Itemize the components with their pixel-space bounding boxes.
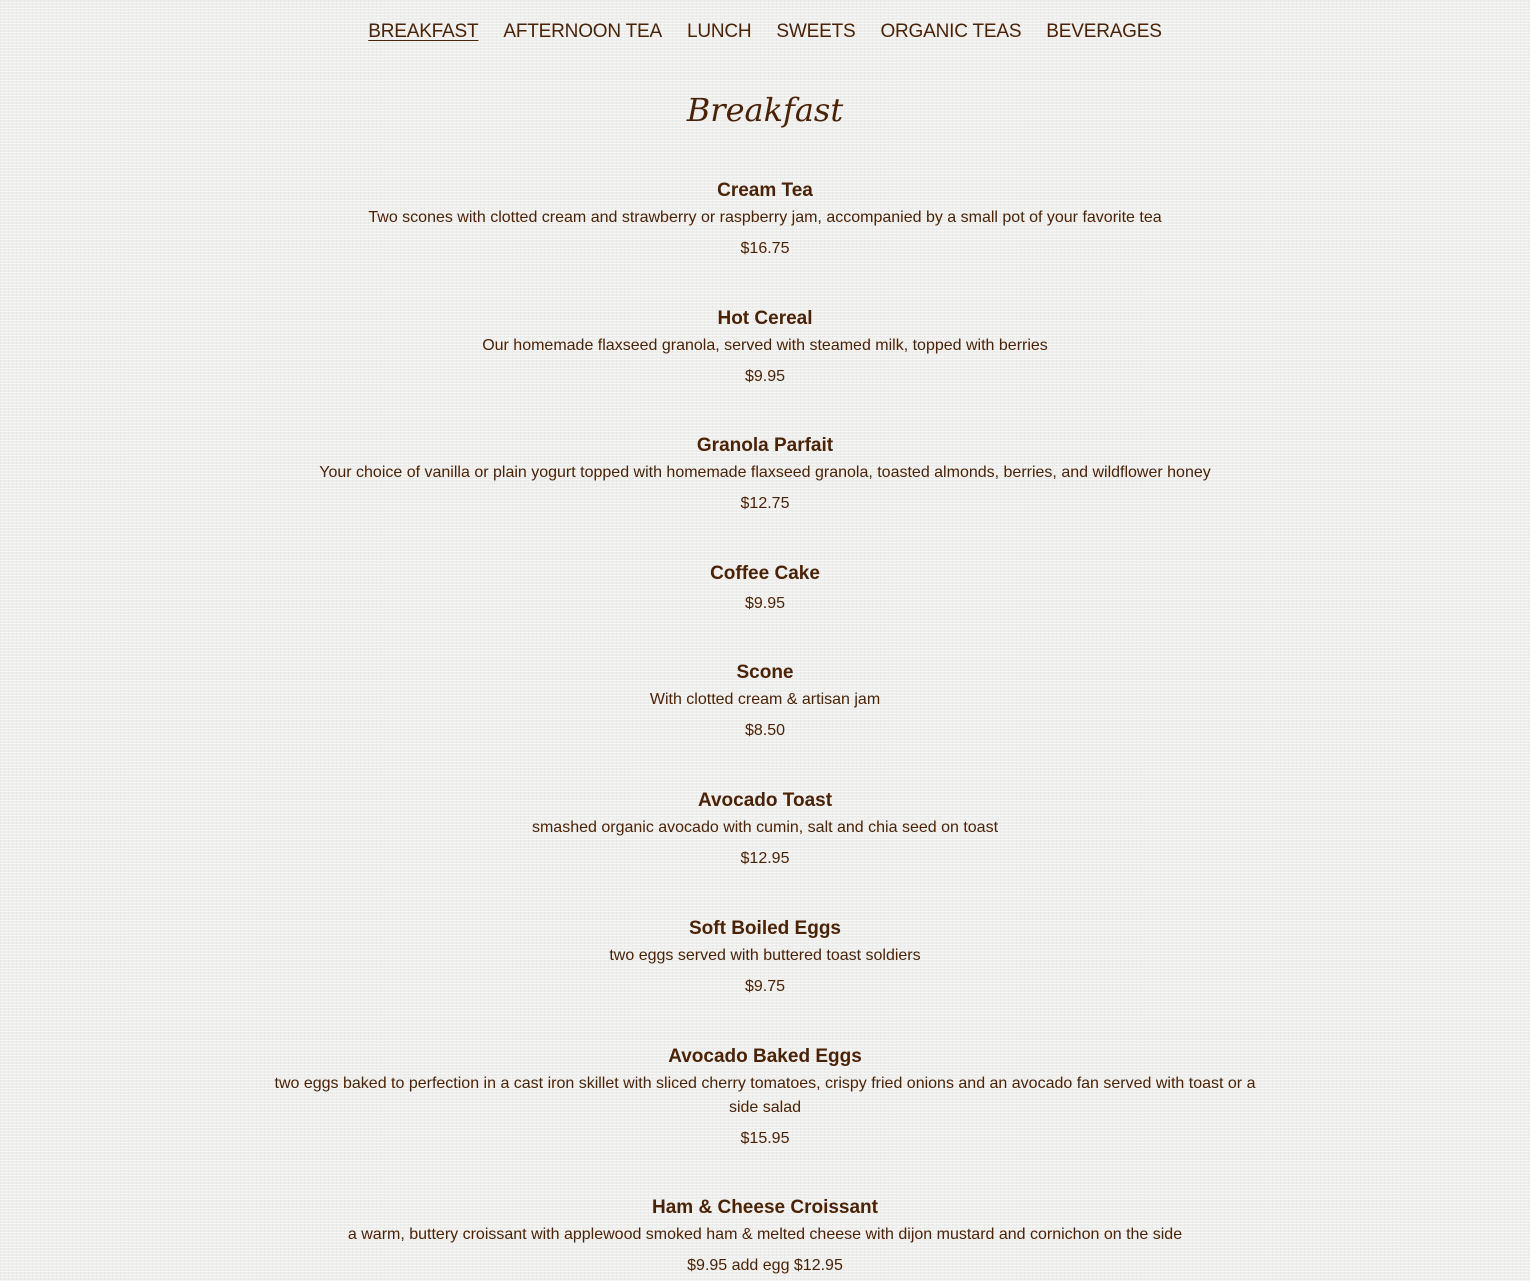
item-description: a warm, buttery croissant with applewood smoked ham & melted cheese with dijon mustard and cornichon on the side xyxy=(347,1226,1183,1243)
menu-item-coffee-cake xyxy=(0,561,1530,616)
item-price: $8.50 xyxy=(744,722,786,739)
menu-item-granola-parfait xyxy=(0,433,1530,516)
item-name: Avocado Toast xyxy=(697,790,833,811)
item-price: $9.75 xyxy=(744,978,786,995)
item-description: Two scones with clotted cream and strawberry or raspberry jam, accompanied by a small pot of your favorite tea xyxy=(368,209,1162,226)
page-title: Breakfast xyxy=(686,91,844,129)
menu-item-avocado-baked-eggs xyxy=(0,1044,1530,1151)
item-name: Soft Boiled Eggs xyxy=(689,918,841,939)
item-name: Avocado Baked Eggs xyxy=(668,1046,862,1067)
item-price: $16.75 xyxy=(740,240,790,257)
item-price: $9.95 xyxy=(744,595,786,612)
item-description: two eggs baked to perfection in a cast iron skillet with sliced cherry tomatoes, crispy fried onions and an avocado fan served with toast or a side salad xyxy=(274,1075,1256,1116)
nav-sweets[interactable]: SWEETS xyxy=(776,21,856,42)
item-price: $9.95 xyxy=(744,368,786,385)
menu-item-ham-cheese-croissant xyxy=(0,1195,1530,1278)
item-price: $12.95 xyxy=(740,850,790,867)
item-price: $15.95 xyxy=(740,1130,790,1147)
category-nav xyxy=(0,18,1530,46)
item-price: $12.75 xyxy=(740,495,790,512)
item-name: Ham & Cheese Croissant xyxy=(652,1197,878,1218)
nav-afternoon-tea[interactable]: AFTERNOON TEA xyxy=(503,21,662,42)
item-description: smashed organic avocado with cumin, salt and chia seed on toast xyxy=(531,819,999,836)
item-description: two eggs served with buttered toast soldiers xyxy=(609,947,921,964)
menu-item-avocado-toast xyxy=(0,788,1530,871)
nav-organic-teas[interactable]: ORGANIC TEAS xyxy=(880,21,1022,42)
menu-item-soft-boiled-eggs xyxy=(0,916,1530,999)
nav-beverages[interactable]: BEVERAGES xyxy=(1046,21,1162,42)
nav-lunch[interactable]: LUNCH xyxy=(686,21,752,42)
item-name: Cream Tea xyxy=(717,180,813,201)
item-description: Your choice of vanilla or plain yogurt topped with homemade flaxseed granola, toasted almonds, berries, and wildflower honey xyxy=(319,464,1211,481)
item-name: Coffee Cake xyxy=(710,563,820,584)
menu-item-hot-cereal xyxy=(0,306,1530,389)
item-name: Scone xyxy=(736,662,794,683)
menu-item-cream-tea xyxy=(0,178,1530,261)
menu-item-scone xyxy=(0,660,1530,743)
nav-breakfast[interactable]: BREAKFAST xyxy=(368,21,479,42)
item-description: With clotted cream & artisan jam xyxy=(649,691,881,708)
item-name: Hot Cereal xyxy=(717,308,813,329)
item-description: Our homemade flaxseed granola, served with steamed milk, topped with berries xyxy=(482,337,1048,354)
item-price: $9.95 add egg $12.95 xyxy=(687,1257,843,1274)
item-name: Granola Parfait xyxy=(696,435,834,456)
